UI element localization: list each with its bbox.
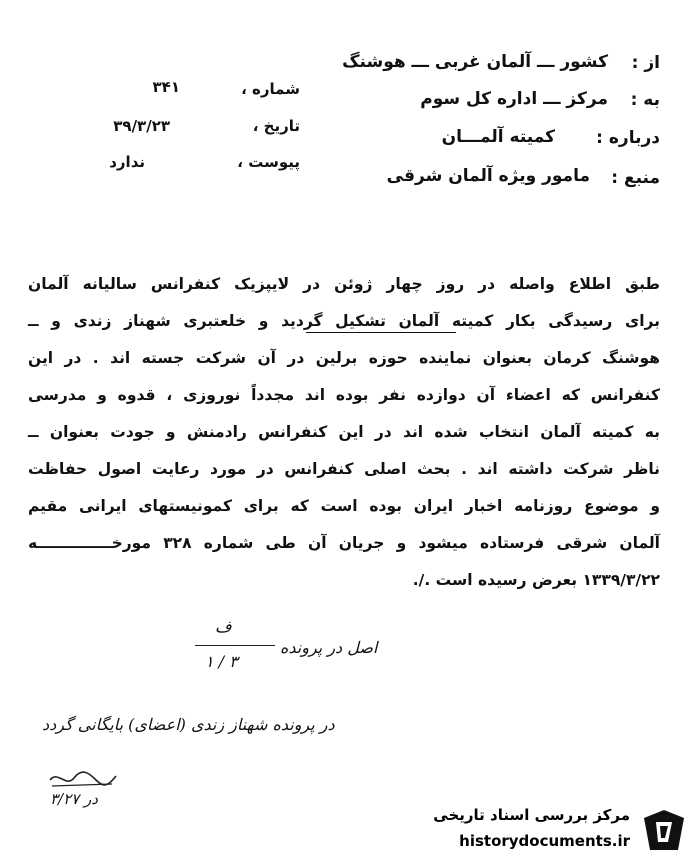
watermark-text: مرکز بررسی اسناد تاریخی	[433, 806, 630, 824]
body-line-8: آلمان شرقی فرستاده میشود و جریان آن طی شماره ۳۲۸ مورخــــــــــــــه	[28, 534, 660, 552]
about-label: درباره :	[596, 128, 660, 148]
body-line-4: کنفرانس که اعضاء آن دوازده نفر بوده اند مجدداً نوروزی ، قدوه و مدرسی	[28, 386, 660, 404]
attachment-value: ندارد	[109, 153, 145, 171]
source-value: مامور ویژه آلمان شرقی	[386, 166, 590, 186]
note1-text: اصل در پرونده	[280, 638, 378, 657]
signature-scribble	[48, 768, 118, 790]
date-label: تاریخ ،	[252, 117, 300, 135]
attachment-label: پیوست ،	[237, 153, 300, 171]
watermark	[405, 800, 700, 862]
source-label: منبع :	[611, 168, 660, 188]
initials-date: در ۳/۲۷	[50, 790, 98, 808]
watermark-logo-icon	[638, 806, 690, 854]
date-value: ۳۹/۳/۲۳	[113, 117, 170, 135]
to-label: به :	[630, 90, 660, 110]
body-line-9: ۱۳۳۹/۳/۲۲ بعرض رسیده است ./.	[412, 571, 660, 589]
body-line-7: و موضوع روزنامه اخبار ایران بوده است که برای کمونیستهای ایرانی مقیم	[28, 497, 660, 515]
body-line-2: برای رسیدگی بکار کمیته آلمان تشکیل گردید و خلعتبری شهناز زندی و ــ	[28, 312, 660, 330]
to-value: مرکز ـــ اداره کل سوم	[420, 89, 608, 109]
body-line-5: به کمیته آلمان انتخاب شده اند در این کنفرانس رادمنش و جودت بعنوان ــ	[28, 423, 660, 441]
about-value: کمیته آلمـــان	[441, 127, 555, 147]
note1-fraction-line	[195, 645, 275, 646]
body-line-3: هوشنگ کرمان بعنوان نماینده حوزه برلین در آن شرکت جسته اند . در این	[28, 349, 660, 367]
watermark-url: historydocuments.ir	[459, 832, 630, 850]
note1-top: ف	[215, 617, 232, 636]
note2-text: در پرونده شهناز زندی (اعضای) بایگانی گردد	[42, 715, 335, 734]
name-underline	[306, 332, 456, 333]
from-label: از :	[631, 53, 660, 73]
from-value: کشور ـــ آلمان غربی ـــ هوشنگ	[342, 52, 608, 72]
number-label: شماره ،	[241, 80, 300, 98]
number-value: ۳۴۱	[152, 78, 180, 96]
body-line-1: طبق اطلاع واصله در روز چهار ژوئن در لایپزیک کنفرانس سالیانه آلمان	[28, 275, 660, 293]
note1-number: ۳ / ۱	[205, 652, 238, 671]
body-line-6: ناظر شرکت داشته اند . بحث اصلی کنفرانس در مورد رعایت اصول حفاظت	[28, 460, 660, 478]
